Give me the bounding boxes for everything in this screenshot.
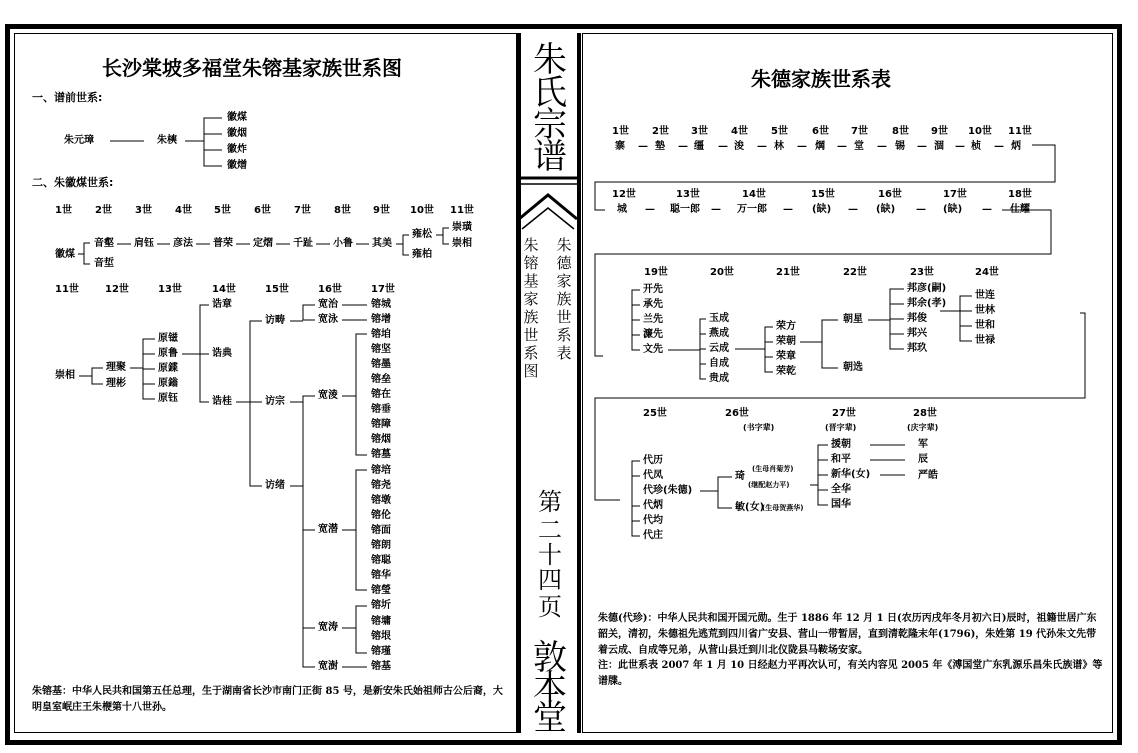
- person: 朝选: [843, 362, 863, 373]
- person: 兰先: [643, 314, 663, 325]
- spine-left-char: 镕: [523, 254, 539, 272]
- person: 万一郎: [737, 204, 767, 215]
- connector-dash: —: [638, 141, 648, 152]
- gen-label: 10世: [968, 126, 992, 137]
- gen-sub-label: (书字辈): [743, 423, 775, 432]
- gen-label: 24世: [975, 267, 999, 278]
- person: 邦玖: [907, 343, 927, 354]
- person: 镕圻: [371, 600, 391, 611]
- spine-page-char: 四: [538, 566, 562, 594]
- person: 雍松: [412, 229, 432, 240]
- person: 宽澍: [318, 661, 338, 672]
- person: 世连: [975, 290, 995, 301]
- person: 宽泳: [318, 314, 338, 325]
- gen-label: 6世: [812, 126, 829, 137]
- person: 寨: [615, 141, 625, 152]
- person: 理聚: [106, 362, 126, 373]
- gen-sub-label: (晋字辈): [825, 423, 857, 432]
- person: 世和: [975, 320, 995, 331]
- gen-label: 18世: [1008, 189, 1032, 200]
- connector-dash: —: [711, 204, 721, 215]
- connector-dash: —: [955, 141, 965, 152]
- gen-label: 12世: [105, 284, 129, 295]
- gen-label: 27世: [832, 408, 856, 419]
- person: 自成: [709, 358, 729, 369]
- spine-title-char: 谱: [533, 137, 567, 177]
- person: 镕瑾: [371, 646, 391, 657]
- gen-label: 9世: [373, 205, 390, 216]
- person: 代均: [643, 515, 663, 526]
- connector-dash: —: [797, 141, 807, 152]
- person: 镕城: [371, 299, 391, 310]
- person: (缺): [812, 204, 832, 215]
- gen-label: 2世: [95, 205, 112, 216]
- person: 访畴: [265, 315, 285, 326]
- person: 崇相: [55, 370, 75, 381]
- person: 锡: [895, 141, 905, 152]
- person: 仕耀: [1010, 204, 1030, 215]
- gen-label: 20世: [710, 267, 734, 278]
- right-title: 朱德家族世系表: [751, 67, 891, 91]
- gen-label: 16世: [318, 284, 342, 295]
- left-title: 长沙棠坡多福堂朱镕基家族世系图: [102, 56, 402, 80]
- connector-dash: —: [848, 204, 858, 215]
- person: 邦彦(嗣): [907, 283, 947, 294]
- gen-label: 4世: [731, 126, 748, 137]
- gen-label: 6世: [254, 205, 271, 216]
- person: 宽潜: [318, 524, 338, 535]
- person: 云成: [709, 343, 729, 354]
- person: 世林: [975, 305, 995, 316]
- person: 镕伦: [371, 510, 391, 521]
- spine-left-char: 族: [523, 308, 539, 326]
- connector-dash: —: [757, 141, 767, 152]
- left-footnote: 朱镕基：中华人民共和国第五任总理，生于湖南省长沙市南门正街 85 号，是新安朱氏始祖师古公后裔，大明皇室岷庄王朱楩第十八世孙。: [32, 686, 503, 713]
- spine-page-char: 第: [538, 488, 562, 516]
- person: 原鎓: [158, 378, 178, 389]
- person: 国华: [831, 499, 851, 510]
- person: 镕增: [371, 314, 391, 325]
- person: 千趾: [293, 238, 313, 249]
- connector-dash: —: [994, 141, 1004, 152]
- gen-label: 11世: [450, 205, 474, 216]
- gen-label: 7世: [851, 126, 868, 137]
- person: 诰典: [212, 348, 232, 359]
- gen-label: 1世: [55, 205, 72, 216]
- person: 理彬: [106, 378, 126, 389]
- connector-dash: —: [982, 204, 992, 215]
- person: 桢: [971, 141, 981, 152]
- gen-label: 5世: [771, 126, 788, 137]
- person: 焵: [815, 141, 825, 152]
- connector-dash: —: [917, 141, 927, 152]
- person: 镕尧: [371, 480, 391, 491]
- person: 和平: [831, 454, 851, 465]
- person: (缺): [876, 204, 896, 215]
- spine-right-char: 家: [556, 272, 572, 290]
- spine-hall-char: 本: [533, 668, 567, 708]
- gen-label: 10世: [410, 205, 434, 216]
- gen-label: 11世: [1008, 126, 1032, 137]
- person: 镕朗: [371, 540, 391, 551]
- s1-child: 徽熷: [227, 160, 247, 171]
- person: 涸: [934, 141, 944, 152]
- gen-label: 8世: [892, 126, 909, 137]
- gen-label: 17世: [943, 189, 967, 200]
- person: 镕华: [371, 570, 391, 581]
- gen-label: 22世: [843, 267, 867, 278]
- person: 代凤: [643, 470, 663, 481]
- person: 荣乾: [776, 366, 796, 377]
- person: 世禄: [975, 335, 995, 346]
- person: 徽煤: [55, 249, 75, 260]
- gen-label: 13世: [676, 189, 700, 200]
- gen-label: 8世: [334, 205, 351, 216]
- person: 敏(女): [735, 502, 765, 513]
- spine-right-char: 德: [556, 254, 572, 272]
- person: 墊: [655, 141, 665, 152]
- spine-right-char: 朱: [556, 236, 572, 254]
- gen-label: 28世: [913, 408, 937, 419]
- right-footnote-1: 朱德(代珍)：中华人民共和国开国元勋。生于 1886 年 12 月 1 日(农历丙戌年冬月初六日)辰时，祖籍世居广东韶关，清初，朱德祖先逃荒到四川省广安县、营山一带暂居，直到清乾隆末年(1796)，朱姓第 19 代孙朱文先带着云成、自成等兄弟，从营山县迁到川北仪陇县马鞍场安家。: [598, 613, 1097, 656]
- person: 原鍱: [158, 363, 178, 374]
- person: 邦俊: [907, 313, 927, 324]
- person: 宽治: [318, 299, 338, 310]
- person: 普荣: [213, 238, 233, 249]
- person: 镕障: [371, 419, 391, 430]
- connector-dash: —: [916, 204, 926, 215]
- person: 炳: [1011, 141, 1021, 152]
- person: 原镃: [158, 333, 178, 344]
- connector-dash: —: [837, 141, 847, 152]
- person: 邦余(孝): [907, 298, 947, 309]
- spine-title-char: 朱: [533, 40, 567, 80]
- gen-label: 1世: [612, 126, 629, 137]
- person: 荣朝: [776, 336, 796, 347]
- person: 定熠: [253, 238, 273, 249]
- person: 聪一郎: [670, 204, 700, 215]
- person: 承先: [643, 299, 663, 310]
- person: 访宗: [265, 396, 285, 407]
- spine-title-char: 宗: [533, 105, 567, 145]
- person: 镕墩: [371, 495, 391, 506]
- person: 邦兴: [907, 328, 927, 339]
- person: 濂先: [643, 329, 663, 340]
- spine-page-char: 页: [538, 593, 562, 621]
- person: 镕烟: [371, 434, 391, 445]
- spine-right-char: 世: [556, 308, 572, 326]
- gen-label: 15世: [811, 189, 835, 200]
- gen-label: 3世: [691, 126, 708, 137]
- person: 代庄: [643, 530, 663, 541]
- spine-page-char: 二: [538, 516, 562, 544]
- spine-right-char: 表: [556, 344, 572, 362]
- person: 新华(女): [831, 469, 871, 480]
- person: 宽涛: [318, 622, 338, 633]
- right-footnote-2: 注：此世系表 2007 年 1 月 10 日经赵力平再次认可，有关内容见 2005 年《溥国堂广东乳源乐昌朱氏族谱》等谱牒。: [598, 660, 1103, 687]
- person: 原鲁: [158, 348, 178, 359]
- person: 音埑: [94, 258, 114, 269]
- gen-label: 16世: [878, 189, 902, 200]
- s1-ancestor: 朱元璋: [64, 135, 94, 146]
- gen-label: 19世: [644, 267, 668, 278]
- person: 代珍(朱德): [643, 485, 693, 496]
- s1-child: 徽烟: [227, 128, 247, 139]
- person: 堂: [854, 141, 864, 152]
- gen-label: 15世: [265, 284, 289, 295]
- spine-left-char: 基: [523, 272, 539, 290]
- person: 严皓: [918, 470, 938, 481]
- person: 镕培: [371, 465, 391, 476]
- person: 镕面: [371, 525, 391, 536]
- spine-right-char: 族: [556, 290, 572, 308]
- person: 镕在: [371, 389, 391, 400]
- person: 全华: [831, 484, 851, 495]
- spine-page-char: 十: [538, 541, 562, 569]
- person: 雍柏: [412, 249, 432, 260]
- connector-dash: —: [645, 204, 655, 215]
- person: 代历: [643, 455, 663, 466]
- person: 肩钰: [134, 238, 154, 249]
- person: 镕垠: [371, 631, 391, 642]
- person: 宽淩: [318, 390, 338, 401]
- s1-child: 徽炸: [227, 144, 247, 155]
- gen-label: 3世: [135, 205, 152, 216]
- person: 原钰: [158, 393, 178, 404]
- person: 访绪: [265, 480, 285, 491]
- gen-label: 5世: [214, 205, 231, 216]
- person: 浚: [734, 141, 744, 152]
- person: 崇相: [452, 238, 472, 249]
- person: 城: [617, 204, 627, 215]
- gen-label: 4世: [175, 205, 192, 216]
- person: 镕坚: [371, 344, 391, 355]
- person: 镕墓: [371, 449, 391, 460]
- person: 辰: [918, 454, 928, 465]
- gen-label: 11世: [55, 284, 79, 295]
- person: 镕墨: [371, 359, 391, 370]
- person: 玉成: [709, 313, 729, 324]
- person: 镕聪: [371, 555, 391, 566]
- gen-label: 7世: [294, 205, 311, 216]
- gen-label: 25世: [643, 408, 667, 419]
- person: 镕瑩: [371, 585, 391, 596]
- person: 其美: [372, 238, 392, 249]
- person: 荣章: [776, 351, 796, 362]
- person: 镕垂: [371, 404, 391, 415]
- person: 代炳: [643, 500, 663, 511]
- person: 琦: [735, 471, 745, 482]
- gen-label: 17世: [371, 284, 395, 295]
- connector-dash: —: [678, 141, 688, 152]
- gen-sub-label: (庆字辈): [907, 423, 939, 432]
- person-note: (继配赵力平): [748, 481, 790, 489]
- person: 开先: [643, 284, 663, 295]
- spine-left-char: 朱: [523, 236, 539, 254]
- person-note: (生母肖菊芳): [752, 465, 794, 473]
- person: (缺): [943, 204, 963, 215]
- gen-label: 26世: [725, 408, 749, 419]
- spine-left-char: 家: [523, 290, 539, 308]
- person: 镕垒: [371, 374, 391, 385]
- spine-hall-char: 堂: [533, 698, 567, 738]
- connector-dash: —: [783, 204, 793, 215]
- gen-label: 9世: [931, 126, 948, 137]
- gen-label: 13世: [158, 284, 182, 295]
- person: 彦法: [173, 238, 193, 249]
- spine-right-char: 系: [556, 326, 572, 344]
- person: 援朝: [831, 439, 851, 450]
- gen-label: 12世: [612, 189, 636, 200]
- person: 镕基: [371, 661, 391, 672]
- person: 贵成: [709, 373, 729, 384]
- person: 镕垍: [371, 329, 391, 340]
- spine-left-char: 系: [523, 344, 539, 362]
- person: 文先: [643, 344, 663, 355]
- s1-son: 朱樉: [157, 135, 177, 146]
- person: 诰桂: [212, 396, 232, 407]
- person: 小鲁: [333, 238, 353, 249]
- spine-title-char: 氏: [533, 73, 567, 113]
- person: 崇璜: [452, 222, 472, 233]
- section1-heading: 一、谱前世系:: [32, 91, 103, 104]
- person: 朝星: [843, 314, 863, 325]
- person: 诰章: [212, 299, 232, 310]
- person: 镕墉: [371, 616, 391, 627]
- spine-left-char: 图: [523, 362, 539, 380]
- person: 林: [774, 141, 784, 152]
- gen-label: 2世: [652, 126, 669, 137]
- person-note: (生母贺燕华): [762, 504, 804, 512]
- person: 荣方: [776, 321, 796, 332]
- s1-child: 徽煤: [227, 112, 247, 123]
- section2-heading: 二、朱徽煤世系:: [32, 176, 114, 189]
- person: 军: [918, 439, 928, 450]
- connector-dash: —: [718, 141, 728, 152]
- spine-hall-char: 敦: [533, 638, 567, 678]
- gen-label: 23世: [910, 267, 934, 278]
- person: 缰: [694, 141, 704, 152]
- connector-dash: —: [877, 141, 887, 152]
- gen-label: 14世: [742, 189, 766, 200]
- person: 音壑: [94, 238, 114, 249]
- person: 燕成: [709, 328, 729, 339]
- gen-label: 14世: [212, 284, 236, 295]
- gen-label: 21世: [776, 267, 800, 278]
- spine-left-char: 世: [523, 326, 539, 344]
